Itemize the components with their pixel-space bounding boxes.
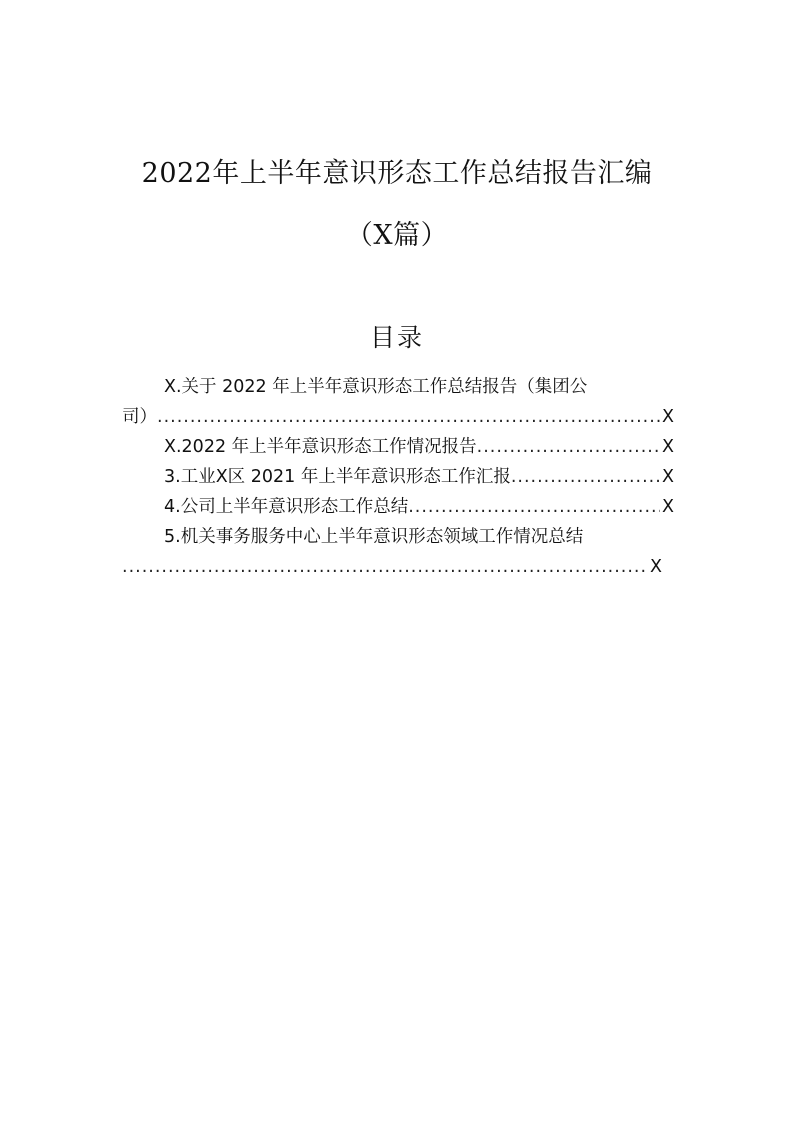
toc-entry-text: X.2022 年上半年意识形态工作情况报告 bbox=[164, 437, 477, 457]
toc-entry-text: 4.公司上半年意识形态工作总结 bbox=[164, 497, 409, 517]
toc-entry-2[interactable] bbox=[122, 432, 674, 462]
toc-page-number: X bbox=[662, 467, 674, 487]
toc-page-number: X bbox=[662, 407, 674, 427]
toc-entry-text: 司） bbox=[122, 407, 157, 427]
toc-leader-dots bbox=[477, 432, 660, 462]
table-of-contents bbox=[122, 372, 674, 582]
toc-heading: 目录 bbox=[369, 323, 424, 352]
toc-leader-dots bbox=[122, 552, 648, 582]
toc-entry-1-line1[interactable] bbox=[122, 372, 674, 402]
toc-entry-4[interactable] bbox=[122, 492, 674, 522]
toc-entry-5-line2[interactable] bbox=[122, 552, 662, 582]
toc-entry-1-line2[interactable] bbox=[122, 402, 674, 432]
toc-leader-dots bbox=[157, 402, 660, 432]
toc-page-number: X bbox=[650, 557, 662, 577]
document-title: 2022年上半年意识形态工作总结报告汇编 bbox=[141, 158, 653, 189]
toc-page-number: X bbox=[662, 497, 674, 517]
toc-entry-text: X.关于 2022 年上半年意识形态工作总结报告（集团公 bbox=[164, 377, 588, 397]
toc-page-number: X bbox=[662, 437, 674, 457]
toc-entry-text: 3.工业X区 2021 年上半年意识形态工作汇报 bbox=[164, 467, 511, 487]
toc-leader-dots bbox=[408, 492, 660, 522]
document-subtitle: （X篇） bbox=[345, 220, 449, 251]
toc-entry-3[interactable] bbox=[122, 462, 674, 492]
toc-entry-5-line1[interactable] bbox=[122, 522, 674, 552]
toc-entry-text: 5.机关事务服务中心上半年意识形态领域工作情况总结 bbox=[164, 527, 584, 547]
toc-leader-dots bbox=[511, 462, 660, 492]
